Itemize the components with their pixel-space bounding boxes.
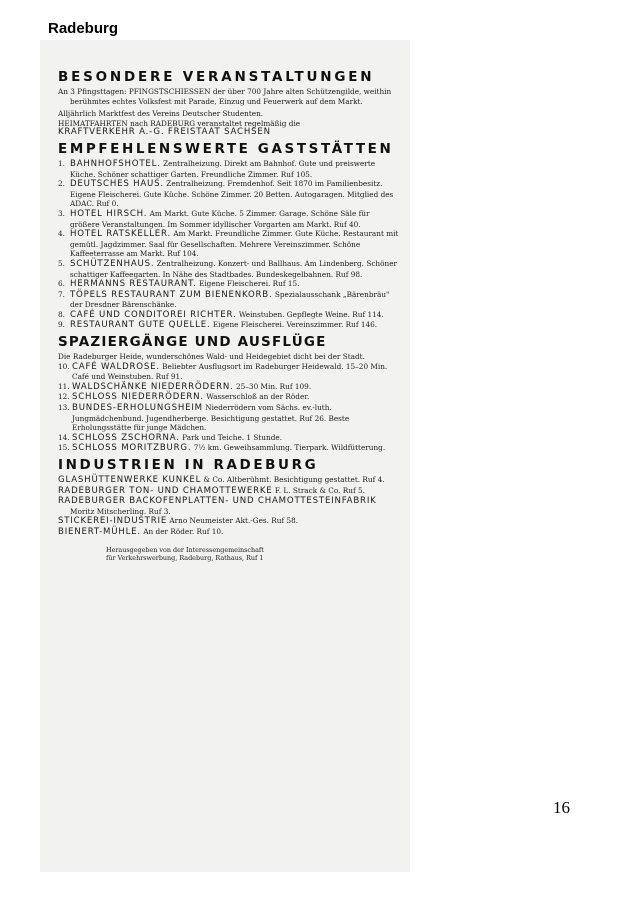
list-item: 10. CAFÉ WALDROSE. Beliebter Ausflugsort im Radeburger Heidewald. 15–20 Min. Café und Weinstuben. Ruf 91. (58, 361, 388, 382)
credit-line: Herausgegeben von der Interessengemeinschaft (106, 545, 264, 554)
list-item: 4. HOTEL RATSKELLER. Am Markt. Freundliche Zimmer. Gute Küche. Restaurant mit gemütl. Jagdzimmer. Saal für Gesellschaften. Mehrere Vereinszimmer. Schöne Kaffeeterrasse am Markt. Ruf 104. (58, 229, 399, 259)
events-line: KRAFTVERKEHR A.-G. FREISTAAT SACHSEN (58, 127, 271, 138)
list-item: 11. WALDSCHÄNKE NIEDERRÖDERN. 25–30 Min. Ruf 109. (58, 381, 312, 392)
list-item: 15. SCHLOSS MORITZBURG. 7½ km. Geweihsammlung. Tierpark. Wildfütterung. (58, 443, 386, 454)
list-item: 3. HOTEL HIRSCH. Am Markt. Gute Küche. 5 Zimmer. Garage. Schöne Säle für größere Veranstaltungen. Im Sommer idyllischer Vorgarten am Markt. Ruf 40. (58, 208, 370, 229)
list-item: 5. SCHÜTZENHAUS. Zentralheizung. Konzert- und Ballhaus. Am Lindenberg. Schöner schattiger Kaffeegarten. In Nähe des Stadtbades. Bundeskegelbahnen. Ruf 98. (58, 258, 398, 279)
list-item: RADEBURGER TON- UND CHAMOTTEWERKE F. L. Strack & Co. Ruf 5. (58, 485, 365, 496)
list-item: 2. DEUTSCHES HAUS. Zentralheizung. Fremdenhof. Seit 1870 im Familienbesitz. Eigene Fleischerei. Gute Küche. Schöne Zimmer. 20 Betten. Autogaragen. Mitglied des ADAC. Ruf 0. (58, 179, 394, 209)
list-item: 8. CAFÉ UND CONDITOREI RICHTER. Weinstuben. Gepflegte Weine. Ruf 114. (58, 309, 384, 320)
list-item: 1. BAHNHOFSHOTEL. Zentralheizung. Direkt am Bahnhof. Gute und preiswerte Küche. Schöner schattiger Garten. Freundliche Zimmer. Ruf 105. (58, 158, 376, 179)
list-item: 12. SCHLOSS NIEDERRÖDERN. Wasserschloß an der Röder. (58, 392, 310, 403)
page-number: 16 (553, 798, 570, 817)
list-item: 14. SCHLOSS ZSCHORNA. Park und Teiche. 1 Stunde. (58, 432, 283, 443)
industries-list (58, 475, 400, 538)
list-item: 6. HERMANNS RESTAURANT. Eigene Fleischerei. Ruf 15. (58, 279, 300, 290)
list-item: 7. TÖPELS RESTAURANT ZUM BIENENKORB. Spezialausschank „Bärenbräu" der Dresdner Bärenschänke. (58, 289, 390, 310)
document-content (58, 69, 400, 563)
list-item: 13. BUNDES-ERHOLUNGSHEIM Niederrödern vom Sächs. ev.-luth. Jungmädchenbund. Jugendherberge. Besichtigung gestattet. Ruf 26. Beste Erholungsstätte für junge Mädchen. (58, 403, 350, 433)
list-item: STICKEREI-INDUSTRIE Arno Neumeister Akt.-Ges. Ruf 58. (58, 516, 299, 527)
walks-list (58, 362, 400, 454)
section-heading-inns: EMPFEHLENSWERTE GASTSTÄTTEN (58, 140, 394, 157)
events-line: HEIMATFAHRTEN nach RADEBURG veranstaltet regelmäßig die (58, 118, 301, 128)
list-item: RADEBURGER BACKOFENPLATTEN- UND CHAMOTTESTEINFABRIK Moritz Mitscherling. Ruf 3. (58, 496, 377, 516)
publisher-credit (106, 546, 400, 563)
section-heading-walks: SPAZIERGÄNGE UND AUSFLÜGE (58, 334, 327, 351)
list-item: 9. RESTAURANT GUTE QUELLE. Eigene Fleischerei. Vereinszimmer. Ruf 146. (58, 320, 378, 331)
section-heading-industries: INDUSTRIEN IN RADEBURG (58, 457, 319, 473)
events-line: Alljährlich Marktfest des Vereins Deutscher Studenten. (58, 109, 264, 119)
credit-line: für Verkehrswerbung, Radeburg, Rathaus, Ruf 1 (106, 554, 264, 563)
list-item: BIENERT-MÜHLE. An der Röder. Ruf 10. (58, 526, 224, 537)
section-heading-events: BESONDERE VERANSTALTUNGEN (58, 69, 375, 85)
page-label: Radeburg (48, 20, 119, 37)
walks-intro: Die Radeburger Heide, wunderschönes Wald- und Heidegebiet dicht bei der Stadt. (58, 352, 365, 362)
list-item: GLASHÜTTENWERKE KUNKEL & Co. Altberühmt. Besichtigung gestattet. Ruf 4. (58, 475, 385, 485)
events-line: An 3 Pfingsttagen: PFINGSTSCHIESSEN der über 700 Jahre alten Schützengilde, weithin berühmtes echtes Volksfest mit Parade, Einzug und Feuerwerk auf dem Markt. (58, 87, 392, 106)
inns-list (58, 159, 400, 331)
